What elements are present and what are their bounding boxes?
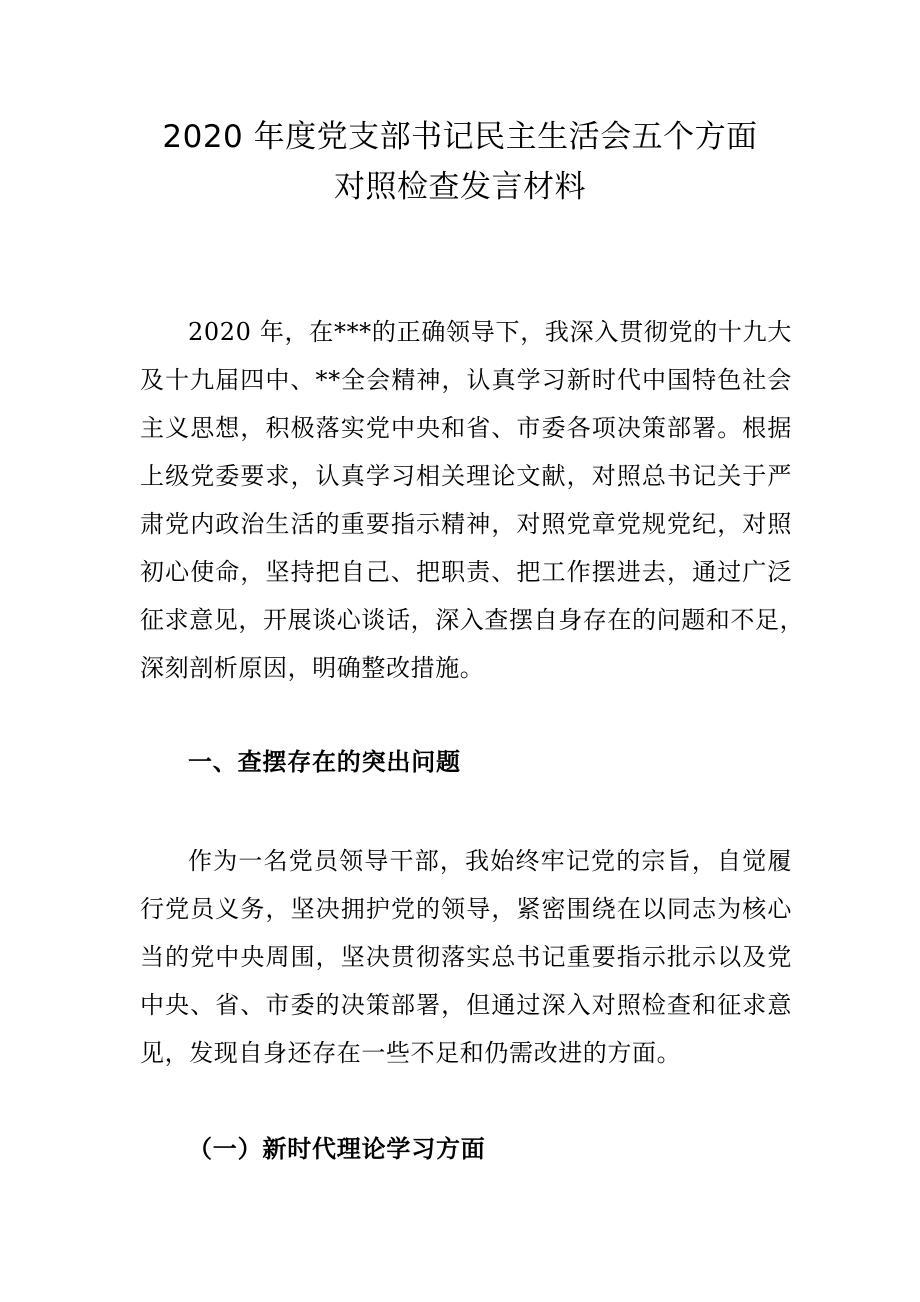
section-1-line-1: 作为一名党员领导干部，我始终牢记党的宗旨，自觉履 — [188, 847, 792, 875]
intro-line-1: 2020 年，在***的正确领导下，我深入贯彻党的十九大 — [188, 318, 792, 346]
section-1-line-5: 见，发现自身还存在一些不足和仍需改进的方面。 — [140, 1039, 682, 1067]
section-1-line-2: 行党员义务，坚决拥护党的领导，紧密围绕在以同志为核心 — [140, 895, 792, 923]
intro-line-7: 征求意见，开展谈心谈话，深入查摆自身存在的问题和不足， — [140, 606, 805, 634]
section-1-paragraph — [140, 837, 792, 1077]
intro-paragraph — [140, 308, 805, 692]
section-1-line-4: 中央、省、市委的决策部署，但通过深入对照检查和征求意 — [140, 991, 792, 1019]
section-1-heading: 一、查摆存在的突出问题 — [188, 748, 461, 776]
document-title-line-1: 2020 年度党支部书记民主生活会五个方面 — [162, 119, 758, 155]
intro-line-8: 深刻剖析原因，明确整改措施。 — [140, 654, 485, 682]
document-title-line-2: 对照检查发言材料 — [334, 169, 586, 205]
intro-line-6: 初心使命，坚持把自己、把职责、把工作摆进去，通过广泛 — [140, 558, 792, 586]
intro-line-2: 及十九届四中、**全会精神，认真学习新时代中国特色社会 — [140, 366, 792, 394]
intro-line-3: 主义思想，积极落实党中央和省、市委各项决策部署。根据 — [140, 414, 792, 442]
subsection-1-heading: （一）新时代理论学习方面 — [188, 1135, 486, 1163]
intro-line-5: 肃党内政治生活的重要指示精神，对照党章党规党纪，对照 — [140, 510, 792, 538]
section-1-line-3: 当的党中央周围，坚决贯彻落实总书记重要指示批示以及党 — [140, 943, 792, 971]
intro-line-4: 上级党委要求，认真学习相关理论文献，对照总书记关于严 — [140, 462, 792, 490]
